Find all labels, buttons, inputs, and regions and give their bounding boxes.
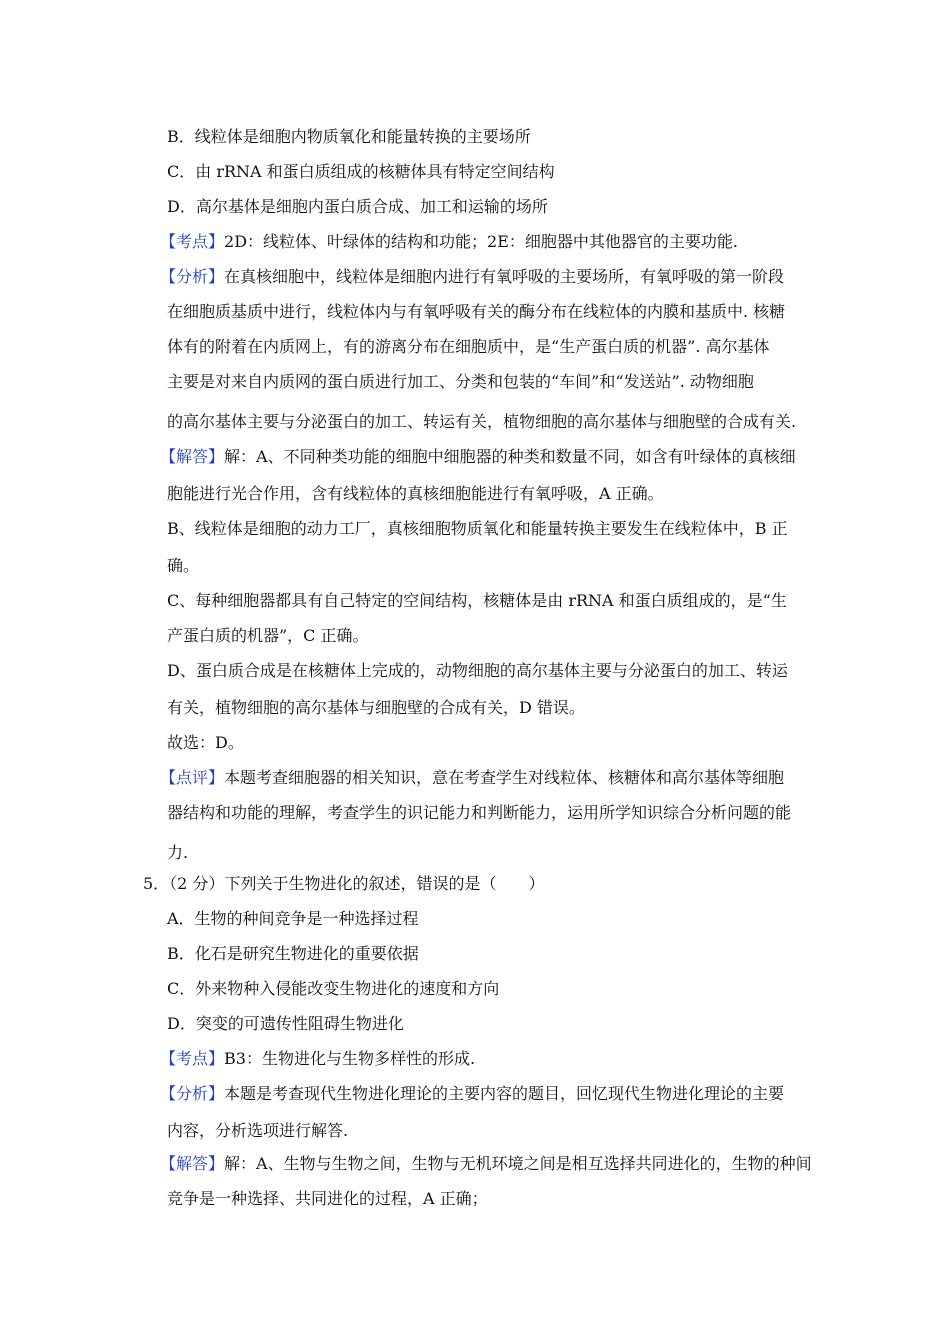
text-line: 产蛋白质的机器”，C 正确。 — [167, 626, 369, 645]
text-line: 内容，分析选项进行解答. — [167, 1121, 349, 1140]
text-line: 器结构和功能的理解，考查学生的识记能力和判断能力，运用所学知识综合分析问题的能 — [167, 803, 792, 822]
text-line: 竞争是一种选择、共同进化的过程，A 正确； — [167, 1189, 488, 1208]
option-a-line: A．生物的种间竞争是一种选择过程 — [167, 909, 419, 928]
text-line: 在细胞质基质中进行，线粒体内与有氧呼吸有关的酶分布在线粒体的内膜和基质中. 核糖 — [167, 302, 786, 321]
text-line: D、蛋白质合成是在核糖体上完成的，动物细胞的高尔基体主要与分泌蛋白的加工、转运 — [167, 661, 788, 680]
text-line: 主要是对来自内质网的蛋白质进行加工、分类和包装的“车间”和“发送站”. 动物细胞 — [167, 372, 754, 391]
text-line: 体有的附着在内质网上，有的游离分布在细胞质中，是“生产蛋白质的机器”. 高尔基体 — [167, 337, 770, 356]
text-line: C、每种细胞器都具有自己特定的空间结构，核糖体是由 rRNA 和蛋白质组成的，是“生 — [167, 591, 787, 610]
jieda-tag: 【解答】 — [160, 1154, 225, 1173]
fenxi-tag: 【分析】 — [160, 267, 225, 286]
jieda-line: 【解答】解：A、生物与生物之间，生物与无机环境之间是相互选择共同进化的，生物的种间 — [160, 1154, 812, 1173]
question-5-stem: 5．（2 分）下列关于生物进化的叙述，错误的是（ ） — [143, 874, 545, 893]
jieda-line: 【解答】解：A、不同种类功能的细胞中细胞器的种类和数量不同，如含有叶绿体的真核细 — [160, 447, 796, 466]
kaodian-tag: 【考点】 — [160, 232, 225, 251]
answer-line: 故选：D。 — [167, 733, 244, 752]
text-line: 确。 — [167, 556, 200, 575]
fenxi-line: 【分析】在真核细胞中，线粒体是细胞内进行有氧呼吸的主要场所，有氧呼吸的第一阶段 — [160, 267, 785, 286]
text-line: B、线粒体是细胞的动力工厂，真核细胞物质氧化和能量转换主要发生在线粒体中，B 正 — [167, 519, 788, 538]
text-line: 有关，植物细胞的高尔基体与细胞壁的合成有关，D 错误。 — [167, 698, 585, 717]
dianping-tag: 【点评】 — [160, 768, 225, 787]
text-line: 力. — [167, 843, 189, 862]
kaodian-line: 【考点】2D：线粒体、叶绿体的结构和功能；2E：细胞器中其他器官的主要功能. — [160, 232, 738, 251]
fenxi-line: 【分析】本题是考查现代生物进化理论的主要内容的题目，回忆现代生物进化理论的主要 — [160, 1084, 785, 1103]
fenxi-tag: 【分析】 — [160, 1084, 225, 1103]
text-line: 胞能进行光合作用，含有线粒体的真核细胞能进行有氧呼吸，A 正确。 — [167, 484, 664, 503]
dianping-line: 【点评】本题考查细胞器的相关知识，意在考查学生对线粒体、核糖体和高尔基体等细胞 — [160, 768, 785, 787]
jieda-tag: 【解答】 — [160, 447, 225, 466]
option-c-line: C．由 rRNA 和蛋白质组成的核糖体具有特定空间结构 — [167, 162, 555, 181]
option-b-line: B．化石是研究生物进化的重要依据 — [167, 944, 419, 963]
kaodian-line: 【考点】B3：生物进化与生物多样性的形成. — [160, 1049, 476, 1068]
option-d-line: D．突变的可遗传性阻碍生物进化 — [167, 1014, 404, 1033]
option-c-line: C．外来物种入侵能改变生物进化的速度和方向 — [167, 979, 500, 998]
kaodian-tag: 【考点】 — [160, 1049, 225, 1068]
option-d-line: D．高尔基体是细胞内蛋白质合成、加工和运输的场所 — [167, 197, 548, 216]
text-line: 的高尔基体主要与分泌蛋白的加工、转运有关，植物细胞的高尔基体与细胞壁的合成有关. — [167, 412, 797, 431]
option-b-line: B．线粒体是细胞内物质氧化和能量转换的主要场所 — [167, 127, 531, 146]
